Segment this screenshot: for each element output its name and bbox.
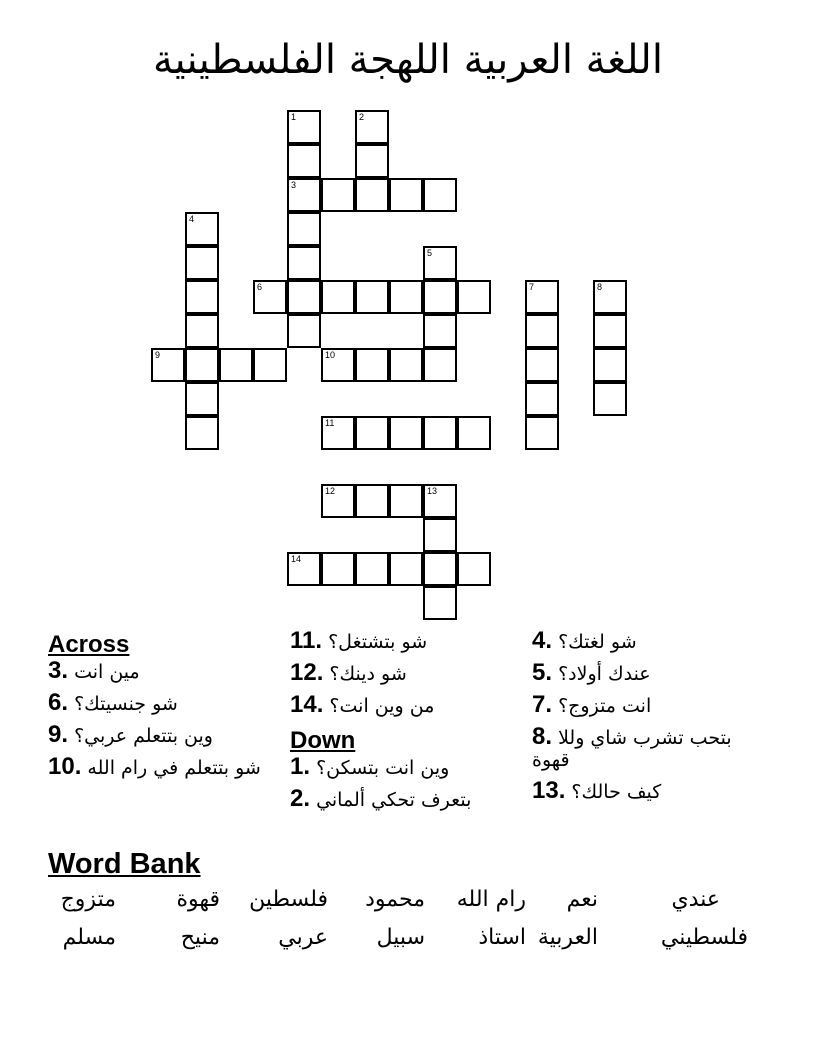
clue-num: 4. <box>532 627 553 654</box>
clue-number: 4 <box>189 214 195 224</box>
grid-cell[interactable] <box>389 178 423 212</box>
grid-cell[interactable] <box>355 484 389 518</box>
grid-cell[interactable] <box>389 484 423 518</box>
grid-cell[interactable] <box>185 416 219 450</box>
grid-cell[interactable] <box>525 280 559 314</box>
grid-cell[interactable] <box>525 382 559 416</box>
grid-cell[interactable] <box>321 280 355 314</box>
grid-cell[interactable] <box>321 348 355 382</box>
clue <box>48 721 288 748</box>
word-bank-word: استاذ <box>478 925 526 950</box>
clue <box>290 659 530 686</box>
word-bank-word: قهوة <box>176 887 220 912</box>
grid-cell[interactable] <box>321 178 355 212</box>
clue-num: 7. <box>532 691 553 718</box>
clue <box>290 691 530 718</box>
clue-number: 14 <box>291 554 302 564</box>
grid-cell[interactable] <box>287 246 321 280</box>
grid-cell[interactable] <box>423 586 457 620</box>
grid-cell[interactable] <box>389 552 423 586</box>
grid-cell[interactable] <box>355 280 389 314</box>
clue-text: وين انت بتسكن؟ <box>316 757 450 779</box>
grid-cell[interactable] <box>389 348 423 382</box>
clue <box>532 659 772 686</box>
word-bank-word: العربية <box>537 925 598 950</box>
clue-number: 3 <box>291 180 297 190</box>
clue <box>290 627 530 654</box>
grid-cell[interactable] <box>423 246 457 280</box>
clue <box>48 689 288 716</box>
clue-number: 12 <box>325 486 336 496</box>
clue-text: بتحب تشرب شاي وللا قهوة <box>532 727 732 771</box>
clue <box>48 657 288 684</box>
clue-num: 14. <box>290 691 324 718</box>
clue <box>532 777 772 804</box>
grid-cell[interactable] <box>355 552 389 586</box>
word-bank-word: فلسطيني <box>660 925 748 950</box>
grid-cell[interactable] <box>355 110 389 144</box>
grid-cell[interactable] <box>423 178 457 212</box>
grid-cell[interactable] <box>423 348 457 382</box>
clue-number: 7 <box>529 282 535 292</box>
word-bank-word: فلسطين <box>249 887 328 912</box>
clue-text: وين بتتعلم عربي؟ <box>74 725 213 747</box>
clue-num: 12. <box>290 659 324 686</box>
grid-cell[interactable] <box>321 416 355 450</box>
clue-number: 9 <box>155 350 161 360</box>
clue-num: 2. <box>290 785 311 812</box>
clue-text: شو لغتك؟ <box>558 631 637 653</box>
grid-cell[interactable] <box>457 552 491 586</box>
clue-column-3 <box>532 627 772 812</box>
clue-text: شو بتشتغل؟ <box>328 631 428 653</box>
clue-text: انت متزوج؟ <box>558 695 652 717</box>
grid-cell[interactable] <box>253 280 287 314</box>
grid-cell[interactable] <box>287 110 321 144</box>
grid-cell[interactable] <box>287 280 321 314</box>
clue <box>48 753 288 780</box>
grid-cell[interactable] <box>457 280 491 314</box>
grid-cell[interactable] <box>423 280 457 314</box>
clue-number: 10 <box>325 350 336 360</box>
grid-cell[interactable] <box>185 280 219 314</box>
grid-cell[interactable] <box>287 144 321 178</box>
clue-text: من وين انت؟ <box>329 695 435 717</box>
grid-cell[interactable] <box>151 348 185 382</box>
clue <box>290 753 530 780</box>
clue-number: 13 <box>427 486 438 496</box>
clue-num: 3. <box>48 657 69 684</box>
grid-cell[interactable] <box>287 552 321 586</box>
grid-cell[interactable] <box>355 144 389 178</box>
grid-cell[interactable] <box>185 314 219 348</box>
clue-num: 8. <box>532 723 553 750</box>
clue <box>532 627 772 654</box>
clue-text: بتعرف تحكي ألماني <box>316 789 472 811</box>
grid-cell[interactable] <box>389 416 423 450</box>
clue-num: 10. <box>48 753 82 780</box>
grid-cell[interactable] <box>423 518 457 552</box>
clue-number: 11 <box>325 418 335 428</box>
clue <box>532 691 772 718</box>
word-bank-word: مسلم <box>62 925 116 950</box>
word-bank-word: محمود <box>365 887 425 912</box>
grid-cell[interactable] <box>321 552 355 586</box>
grid-cell[interactable] <box>593 348 627 382</box>
across-heading: Across <box>48 631 130 658</box>
word-bank-word: منيح <box>180 925 220 950</box>
clue-num: 13. <box>532 777 566 804</box>
word-bank-word: سبيل <box>376 925 425 950</box>
clue-column-2 <box>290 627 530 820</box>
grid-cell[interactable] <box>287 314 321 348</box>
clue-number: 5 <box>427 248 433 258</box>
grid-cell[interactable] <box>185 348 219 382</box>
word-bank-heading: Word Bank <box>48 848 201 880</box>
grid-cell[interactable] <box>185 212 219 246</box>
grid-cell[interactable] <box>525 348 559 382</box>
grid-cell[interactable] <box>525 416 559 450</box>
grid-cell[interactable] <box>423 484 457 518</box>
word-bank-word: متزوج <box>60 887 116 912</box>
clue-num: 5. <box>532 659 553 686</box>
word-bank-word: رام الله <box>456 887 526 912</box>
clue-column-1 <box>48 630 288 788</box>
grid-cell[interactable] <box>389 280 423 314</box>
grid-cell[interactable] <box>423 552 457 586</box>
clue-number: 6 <box>257 282 263 292</box>
clue-num: 1. <box>290 753 311 780</box>
clue-number: 1 <box>291 112 297 122</box>
clue <box>532 723 772 771</box>
clue-num: 9. <box>48 721 69 748</box>
word-bank-word: عندي <box>671 887 720 912</box>
clue <box>290 785 530 812</box>
clue-num: 6. <box>48 689 69 716</box>
grid-cell[interactable] <box>321 484 355 518</box>
clue-number: 8 <box>597 282 603 292</box>
word-bank-word: عربي <box>278 925 328 950</box>
grid-cell[interactable] <box>219 348 253 382</box>
clue-text: شو بتتعلم في رام الله <box>87 757 261 779</box>
grid-cell[interactable] <box>287 178 321 212</box>
clue-text: شو جنسيتك؟ <box>74 693 178 715</box>
grid-cell[interactable] <box>525 314 559 348</box>
grid-cell[interactable] <box>355 348 389 382</box>
page-title: اللغة العربية اللهجة الفلسطينية <box>153 37 663 83</box>
grid-cell[interactable] <box>423 314 457 348</box>
grid-cell[interactable] <box>185 246 219 280</box>
grid-cell[interactable] <box>253 348 287 382</box>
clue-number: 2 <box>359 112 365 122</box>
grid-cell[interactable] <box>355 416 389 450</box>
word-bank-word: نعم <box>566 887 598 912</box>
grid-cell[interactable] <box>355 178 389 212</box>
grid-cell[interactable] <box>185 382 219 416</box>
grid-cell[interactable] <box>593 314 627 348</box>
grid-cell[interactable] <box>593 280 627 314</box>
down-heading: Down <box>290 727 356 754</box>
clue-num: 11. <box>290 627 323 654</box>
grid-cell[interactable] <box>593 382 627 416</box>
clue-text: عندك أولاد؟ <box>558 663 651 685</box>
grid-cell[interactable] <box>457 416 491 450</box>
grid-cell[interactable] <box>287 212 321 246</box>
grid-cell[interactable] <box>423 416 457 450</box>
clue-text: مين انت <box>74 661 140 683</box>
clue-text: كيف حالك؟ <box>571 781 662 803</box>
clue-text: شو دينك؟ <box>329 663 407 685</box>
